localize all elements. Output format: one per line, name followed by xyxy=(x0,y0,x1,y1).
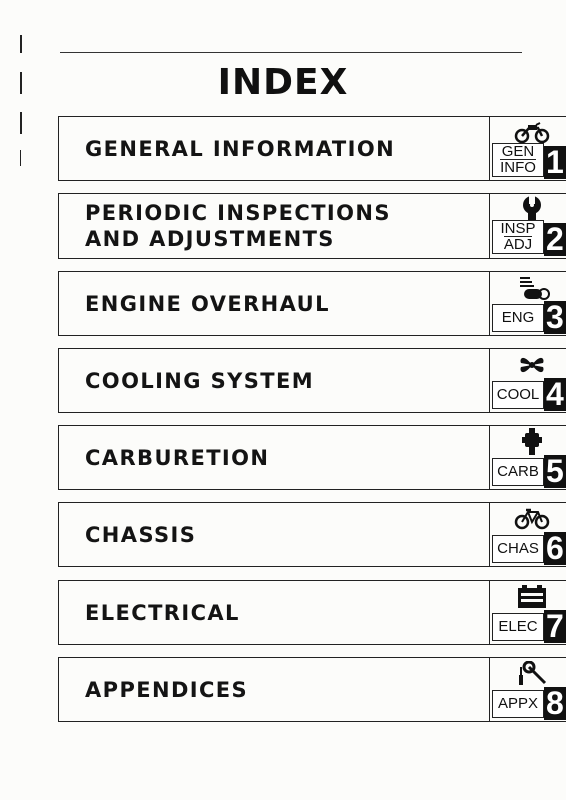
tab-abbreviation-line: CARB xyxy=(497,462,539,480)
section-title xyxy=(85,194,465,258)
index-section-5[interactable] xyxy=(58,425,566,490)
section-tab[interactable] xyxy=(489,502,566,567)
tab-abbreviation-line: GEN xyxy=(501,142,535,160)
section-title-line: CARBURETION xyxy=(85,445,270,470)
tab-abbreviation xyxy=(492,143,544,177)
index-section-3[interactable] xyxy=(58,271,566,336)
binding-mark xyxy=(20,150,21,166)
section-title-line: CHASSIS xyxy=(85,522,197,547)
top-rule xyxy=(60,52,522,53)
section-title xyxy=(85,658,465,721)
tab-abbreviation-line: INSP xyxy=(500,219,536,237)
carburetor-icon xyxy=(512,429,552,455)
tab-abbreviation-line: APPX xyxy=(497,694,539,712)
tab-number: 3 xyxy=(544,301,566,334)
index-section-2[interactable] xyxy=(58,193,566,259)
tab-abbreviation xyxy=(492,458,544,486)
binding-mark xyxy=(20,112,22,134)
tab-number: 1 xyxy=(544,146,566,179)
section-title xyxy=(85,272,465,335)
tab-abbreviation-line: COOL xyxy=(496,385,540,403)
section-tab[interactable] xyxy=(489,193,566,258)
section-title-line: AND ADJUSTMENTS xyxy=(85,227,335,251)
section-title xyxy=(85,581,465,644)
section-tab[interactable] xyxy=(489,271,566,336)
tab-abbreviation-line: ADJ xyxy=(503,235,533,253)
section-tab[interactable] xyxy=(489,348,566,413)
tab-abbreviation xyxy=(492,381,544,409)
page-title: INDEX xyxy=(217,62,349,103)
section-title xyxy=(85,349,465,412)
tab-abbreviation xyxy=(492,690,544,718)
tab-abbreviation-line: INFO xyxy=(500,158,536,176)
battery-icon xyxy=(512,584,552,610)
section-title-line: APPENDICES xyxy=(85,677,249,702)
section-tab[interactable] xyxy=(489,116,566,181)
tab-number: 5 xyxy=(544,455,566,488)
section-title xyxy=(85,426,465,489)
tab-abbreviation-line: ENG xyxy=(501,308,535,326)
index-section-6[interactable] xyxy=(58,502,566,567)
tools-icon xyxy=(512,661,552,687)
section-title-line: GENERAL INFORMATION xyxy=(85,136,396,161)
tab-abbreviation-line: ELEC xyxy=(498,617,538,635)
section-title xyxy=(85,117,465,180)
binding-mark xyxy=(20,35,22,53)
section-tab[interactable] xyxy=(489,580,566,645)
fan-icon xyxy=(512,352,552,378)
index-section-4[interactable] xyxy=(58,348,566,413)
section-title-line: ENGINE OVERHAUL xyxy=(85,291,330,316)
bicycle-icon xyxy=(512,506,552,532)
tab-abbreviation xyxy=(492,535,544,563)
tab-number: 6 xyxy=(544,532,566,565)
index-section-8[interactable] xyxy=(58,657,566,722)
tab-abbreviation xyxy=(492,304,544,332)
section-title-line: ELECTRICAL xyxy=(85,600,240,625)
section-title-line: PERIODIC INSPECTIONS xyxy=(85,201,391,225)
tab-number: 4 xyxy=(544,378,566,411)
section-title-line: COOLING SYSTEM xyxy=(85,368,315,393)
tab-abbreviation xyxy=(492,613,544,641)
section-title xyxy=(85,503,465,566)
index-section-7[interactable] xyxy=(58,580,566,645)
tab-number: 2 xyxy=(544,223,566,256)
tab-abbreviation-line: CHAS xyxy=(497,539,539,557)
section-tab[interactable] xyxy=(489,425,566,490)
tab-number: 8 xyxy=(544,687,566,720)
index-section-1[interactable] xyxy=(58,116,566,181)
section-tab[interactable] xyxy=(489,657,566,722)
tab-number: 7 xyxy=(544,610,566,643)
tab-abbreviation xyxy=(492,220,544,254)
engine-icon xyxy=(512,275,552,301)
